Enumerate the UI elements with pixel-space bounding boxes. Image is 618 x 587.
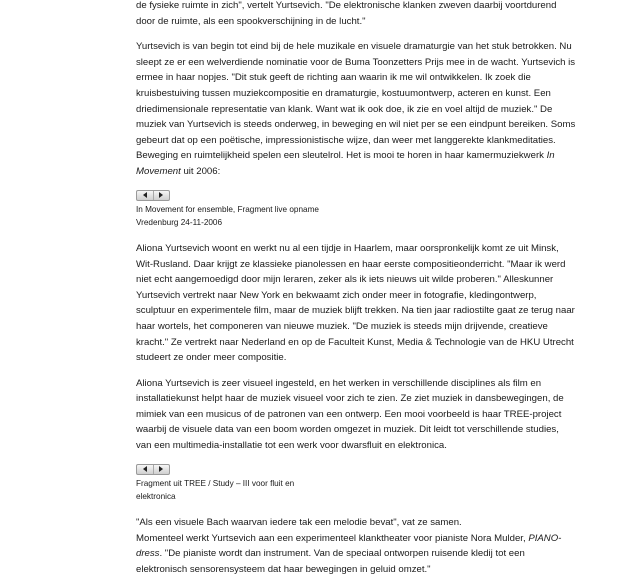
audio-caption-line2: elektronica (136, 491, 176, 501)
paragraph-intro-line2: door de ruimte, als een spookverschijning in de lucht." (136, 15, 366, 27)
rewind-icon[interactable] (137, 465, 153, 474)
audio-player[interactable] (136, 190, 170, 201)
audio-caption-line1: Fragment uit TREE / Study – III voor fluit en (136, 478, 295, 488)
paragraph-biography-text: Aliona Yurtsevich woont en werkt nu al een tijdje in Haarlem, maar oorspronkelijk komt ze uit Minsk, Wit-Rusland. Daar krijgt ze klassieke pianolessen en haar eerste compositieonderricht. "Maar ik werd niet echt aangemoedigd door mijn leraren, zeker als ik iets nieuws uit wilde proberen." Alleskunner Yurtsevich vertrekt naar New York en bekwaamt zich onder meer in fotografie, kledingontwerp, sculptuur en experimentele film, maar de muziek blijft trekken. Na tien jaar radiostilte gaat ze terug naar haar wortels, het componeren van nieuwe muziek. "De muziek is steeds mijn drijvende, creatieve kracht." Ze vertrekt naar Nederland en op de Faculteit Kunst, Media & Technologie van de HKU Utrecht studeert ze onder meer compositie. (136, 242, 575, 364)
paragraph-current-work-tail: . "De pianiste wordt dan instrument. Van de speciaal ontworpen ruisende kledij tot een elektronisch sensorensysteem dat haar bewegingen in geluid omzet." (136, 548, 525, 575)
work-title-piano-dress: PIANO-dress (136, 532, 562, 560)
audio-caption (136, 477, 321, 503)
paragraph-dramaturgy-tail: uit 2006: (180, 165, 221, 177)
audio-player[interactable] (136, 464, 170, 475)
play-icon[interactable] (153, 191, 170, 200)
audio-caption-line2: Vredenburg 24-11-2006 (136, 217, 223, 227)
paragraph-visual (136, 376, 576, 454)
quote-bach: "Als een visuele Bach waarvan iedere tak een melodie bevat", vat ze samen. (136, 517, 462, 529)
paragraph-biography (136, 241, 576, 366)
paragraph-current-work-text: Momenteel werkt Yurtsevich aan een experimenteel klanktheater voor pianiste Nora Mulder, (136, 532, 529, 544)
article-body (136, 0, 576, 587)
audio-caption-line1: In Movement for ensemble, Fragment live opname (136, 204, 319, 214)
work-title-in-movement: In Movement (136, 150, 555, 177)
paragraph-visual-text: Aliona Yurtsevich is zeer visueel ingesteld, en het werken in verschillende disciplines als film en installatiekunst helpt haar de muziek visueel voor zich te zien. Ze ziet muziek in dansbewegingen, de mimiek van een musicus of de patronen van een ontwerp. Een mooi voorbeeld is haar TREE-project waarbij de visuele data van een boom worden omgezet in muziek. Dit leidt tot verschillende studies, van een multimedia-installatie tot een werk voor dwarsfluit en elektronica. (136, 377, 564, 452)
rewind-icon[interactable] (137, 191, 153, 200)
paragraph-dramaturgy-text: Yurtsevich is van begin tot eind bij de hele muzikale en visuele dramaturgie van het stuk betrokken. Nu sleept ze er een welverdiende nominatie voor de Buma Toonzetters Prijs mee in de wacht. Yurtsevich is ermee in haar nopjes. "Dit stuk geeft de richting aan waarin ik me wil ontwikkelen. Ik zoek die kruisbestuiving tussen muziekcompositie en dramaturgie, kostuumontwerp, acteren en kunst. Een driedimensionale representatie van klank. Want wat ik ook doe, ik zie en voel altijd de muziek." De muziek van Yurtsevich is steeds onderweg, in beweging en wil niet per se een eindpunt bereiken. Soms gebeurt dat op een poëtische, impressionistische wijze, dan weer met langgerekte klankmeditaties. Beweging en ruimtelijkheid spelen een sleutelrol. Het is mooi te horen in haar kamermuziekwerk (136, 41, 576, 162)
audio-fragment-in-movement (136, 190, 576, 229)
paragraph-intro (136, 0, 576, 29)
paragraph-dramaturgy (136, 39, 576, 179)
paragraph-current-work (136, 515, 576, 577)
audio-fragment-tree (136, 464, 576, 503)
audio-caption (136, 203, 576, 229)
paragraph-intro-line1: de fysieke ruimte in zich", vertelt Yurtsevich. "De elektronische klanken zweven daarbij voortdurend (136, 0, 557, 11)
play-icon[interactable] (153, 465, 170, 474)
